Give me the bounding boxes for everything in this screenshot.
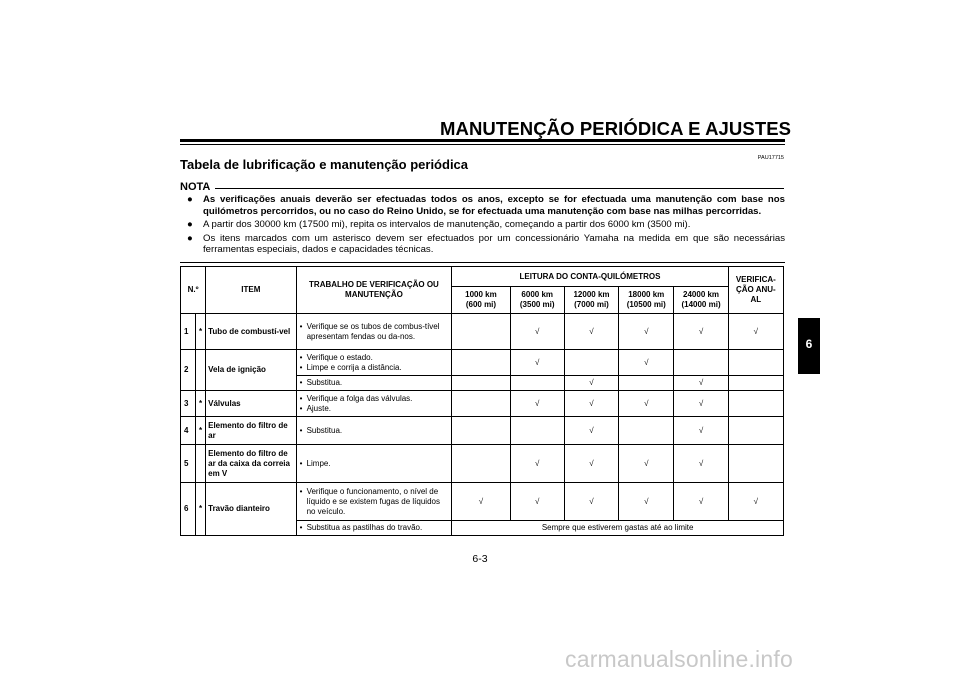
check-cell: √ <box>619 314 674 350</box>
row-item: Tubo de combustí-vel <box>206 314 296 350</box>
note-item: ● As verificações anuais deverão ser efectuadas todos os anos, excepto se for efectuada uma manutenção com base nos quilómetros percorridos, ou no caso do Reino Unido, se for efectuada uma manutenção com base nas milhas percorridas. <box>187 194 785 217</box>
note-list <box>187 194 785 258</box>
check-cell: √ <box>619 483 674 521</box>
check-cell <box>452 445 510 483</box>
table-row <box>181 445 784 483</box>
page-number: 6-3 <box>472 553 488 565</box>
asterisk-marker <box>196 445 206 483</box>
maintenance-table <box>180 266 784 536</box>
asterisk-marker: * <box>196 483 206 536</box>
chapter-tab-label: 6 <box>805 337 813 351</box>
check-cell: √ <box>619 445 674 483</box>
header-task: TRABALHO DE VERIFICAÇÃO OU MANUTENÇÃO <box>296 267 452 314</box>
row-number: 1 <box>181 314 196 350</box>
asterisk-marker: * <box>196 417 206 445</box>
check-cell: √ <box>674 445 728 483</box>
header-interval: 12000 km (7000 mi) <box>564 287 618 314</box>
row-task: • Verifique o estado. • Limpe e corrija a distância. <box>296 350 452 376</box>
check-cell <box>728 376 783 391</box>
row-item: Vela de ignição <box>206 350 296 391</box>
check-cell: √ <box>452 483 510 521</box>
row-number: 3 <box>181 391 196 417</box>
check-cell: √ <box>564 376 618 391</box>
note-label: NOTA <box>180 181 211 193</box>
table-row <box>181 314 784 350</box>
check-cell: √ <box>564 445 618 483</box>
header-interval: 6000 km (3500 mi) <box>510 287 564 314</box>
check-cell: √ <box>564 314 618 350</box>
check-cell <box>452 417 510 445</box>
check-cell <box>452 391 510 417</box>
row-task: • Verifique o funcionamento, o nível de líquido e se existem fugas de líquidos no veículo. <box>296 483 452 521</box>
document-code: PAU17715 <box>757 155 784 161</box>
header-interval: 24000 km (14000 mi) <box>674 287 728 314</box>
section-heading: Tabela de lubrificação e manutenção periódica <box>180 157 469 172</box>
check-cell <box>564 350 618 376</box>
asterisk-marker: * <box>196 391 206 417</box>
check-cell: √ <box>510 391 564 417</box>
check-cell <box>452 350 510 376</box>
title-rule-thick <box>180 139 785 142</box>
table-row <box>181 350 784 376</box>
interval-note: Sempre que estiverem gastas até ao limite <box>452 521 784 536</box>
check-cell: √ <box>619 391 674 417</box>
row-task: • Substitua. <box>296 417 452 445</box>
header-interval: 1000 km (600 mi) <box>452 287 510 314</box>
row-number: 5 <box>181 445 196 483</box>
check-cell: √ <box>510 350 564 376</box>
watermark: carmanualsonline.info <box>565 646 793 672</box>
chapter-tab <box>798 318 820 374</box>
check-cell <box>510 417 564 445</box>
header-odometer: LEITURA DO CONTA-QUILÓMETROS <box>452 267 728 287</box>
check-cell <box>619 417 674 445</box>
row-task: • Substitua as pastilhas do travão. <box>296 521 452 536</box>
row-number: 4 <box>181 417 196 445</box>
bullet-icon: ● <box>187 232 193 244</box>
table-row <box>181 483 784 521</box>
check-cell: √ <box>564 483 618 521</box>
table-top-rule <box>180 262 785 263</box>
table-row <box>181 391 784 417</box>
check-cell <box>452 314 510 350</box>
note-rule <box>215 188 784 189</box>
row-task: • Verifique a folga das válvulas. • Ajuste. <box>296 391 452 417</box>
note-item: ● A partir dos 30000 km (17500 mi), repita os intervalos de manutenção, começando a partir dos 6000 km (3500 mi). <box>187 219 691 231</box>
check-cell: √ <box>728 314 783 350</box>
check-cell: √ <box>674 376 728 391</box>
header-interval: 18000 km (10500 mi) <box>619 287 674 314</box>
asterisk-marker: * <box>196 314 206 350</box>
row-number: 2 <box>181 350 196 391</box>
check-cell: √ <box>510 445 564 483</box>
check-cell: √ <box>510 483 564 521</box>
row-task: • Substitua. <box>296 376 452 391</box>
check-cell: √ <box>674 391 728 417</box>
row-item: Elemento do filtro de ar <box>206 417 296 445</box>
row-number: 6 <box>181 483 196 536</box>
header-annual: VERIFICA-ÇÃO ANU-AL <box>728 267 783 314</box>
check-cell <box>728 417 783 445</box>
check-cell <box>728 391 783 417</box>
title-rule-thin <box>180 144 785 145</box>
row-item: Elemento do filtro de ar da caixa da correia em V <box>206 445 296 483</box>
check-cell: √ <box>728 483 783 521</box>
row-task: • Limpe. <box>296 445 452 483</box>
row-task: • Verifique se os tubos de combus-tível apresentam fendas ou da-nos. <box>296 314 452 350</box>
check-cell <box>728 445 783 483</box>
check-cell: √ <box>564 391 618 417</box>
asterisk-marker <box>196 350 206 391</box>
check-cell <box>452 376 510 391</box>
check-cell: √ <box>674 483 728 521</box>
bullet-icon: ● <box>187 194 193 205</box>
table-row <box>181 417 784 445</box>
check-cell <box>674 350 728 376</box>
row-item: Travão dianteiro <box>206 483 296 536</box>
check-cell: √ <box>674 417 728 445</box>
header-num: N.º <box>181 267 206 314</box>
check-cell <box>510 376 564 391</box>
check-cell: √ <box>510 314 564 350</box>
row-item: Válvulas <box>206 391 296 417</box>
page-title: MANUTENÇÃO PERIÓDICA E AJUSTES <box>440 118 792 139</box>
check-cell: √ <box>564 417 618 445</box>
note-item: ● Os itens marcados com um asterisco devem ser efectuados por um concessionário Yamaha na medida em que são necessárias ferramentas especiais, dados e capacidades técnicas. <box>187 232 785 256</box>
check-cell: √ <box>619 350 674 376</box>
check-cell <box>619 376 674 391</box>
check-cell: √ <box>674 314 728 350</box>
header-item: ITEM <box>206 267 296 314</box>
bullet-icon: ● <box>187 219 193 231</box>
check-cell <box>728 350 783 376</box>
